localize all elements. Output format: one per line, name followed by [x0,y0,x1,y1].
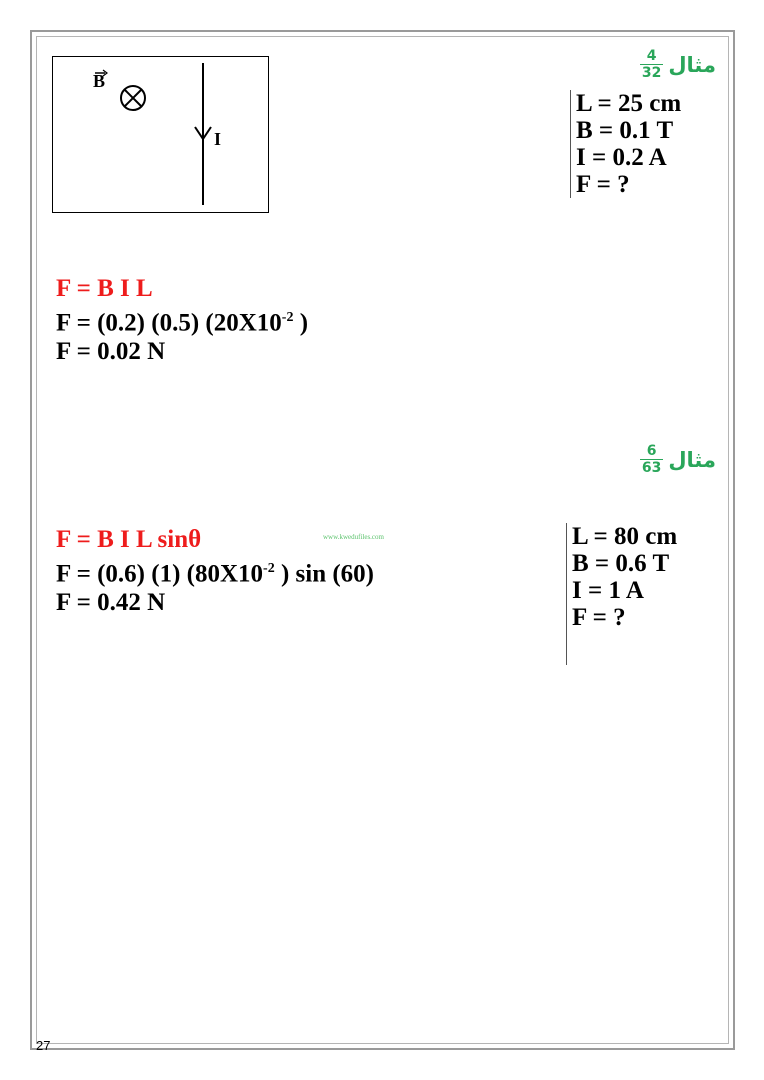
given-values [570,90,681,198]
given-field: B = 0.1 T [576,117,674,144]
result: F = 0.02 N [56,338,166,366]
formula: F = B I L [56,275,153,302]
current-label: I [214,129,222,149]
example-heading [640,48,716,81]
watermark: www.kwedufiles.com [323,533,384,541]
given-current: I = 0.2 A [576,144,667,171]
given-values [566,523,677,665]
given-current: I = 1 A [572,577,644,604]
page-number: 27 [36,1038,51,1053]
example-reference-fraction: $\frac{4}{32}$ [641,48,662,81]
field-label: B [93,71,106,91]
substitution-step: F = (0.2) (0.5) ($20X10^{-2}$ ) [56,309,309,337]
given-length: L = 25 cm [576,90,682,117]
formula: F = B I L sinθ [56,526,202,553]
given-field: B = 0.6 T [572,550,670,577]
example-reference-fraction: $\frac{6}{63}$ [641,443,662,476]
example-label: مثال [668,52,716,77]
example-label: مثال [668,447,716,472]
corner-ornament [30,30,40,40]
solution [56,274,308,366]
result: F = 0.42 N [56,589,166,617]
given-length: L = 80 cm [572,523,678,550]
magnetic-field-diagram [52,56,269,213]
given-unknown: F = ? [572,604,626,631]
corner-ornament [725,1040,735,1050]
wire-diagram-svg [53,57,268,212]
given-unknown: F = ? [576,171,630,198]
substitution-step: F = (0.6) (1) ($80X10^{-2}$ ) sin (60) [56,560,375,588]
example-heading [640,443,716,476]
